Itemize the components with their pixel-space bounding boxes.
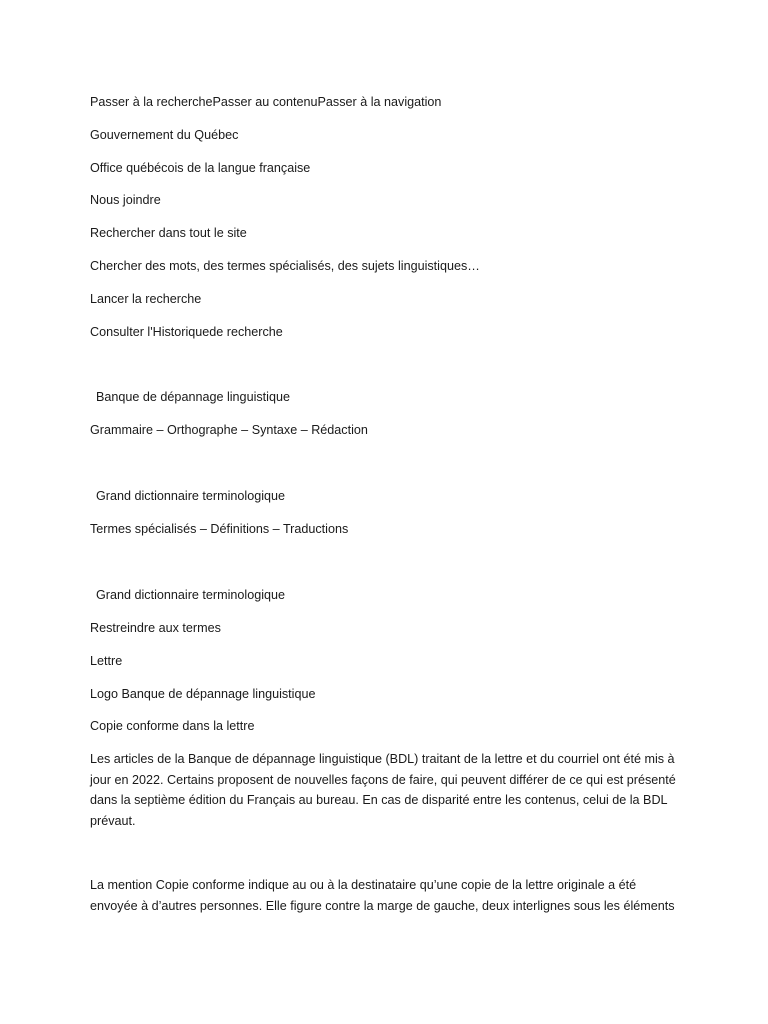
skip-links[interactable]: Passer à la recherchePasser au contenuPasser à la navigation	[90, 95, 442, 109]
update-notice: Les articles de la Banque de dépannage linguistique (BDL) traitant de la lettre et du courriel ont été mis à jour en 2022. Certains proposent de nouvelles façons de faire, qui peuvent différer de ce qui est présenté dans la septième édition du Français au bureau. En cas de disparité entre les contenus, celui de la BDL prévaut.	[90, 752, 676, 828]
gdt-search-title: Grand dictionnaire terminologique	[96, 588, 286, 602]
article-title: Copie conforme dans la lettre	[90, 719, 255, 733]
contact-link[interactable]: Nous joindre	[90, 193, 161, 207]
gdt-subtitle: Termes spécialisés – Définitions – Traductions	[90, 522, 349, 536]
article-body: La mention Copie conforme indique au ou à la destinataire qu’une copie de la lettre originale a été envoyée à d’autres personnes. Elle figure contre la marge de gauche, deux interlignes sous les éléments	[90, 878, 675, 913]
bdl-title[interactable]: Banque de dépannage linguistique	[96, 390, 290, 404]
restrict-terms-option[interactable]: Restreindre aux termes	[90, 621, 221, 635]
category-label: Lettre	[90, 654, 123, 668]
gdt-title[interactable]: Grand dictionnaire terminologique	[96, 489, 286, 503]
office-link[interactable]: Office québécois de la langue française	[90, 161, 311, 175]
gov-link[interactable]: Gouvernement du Québec	[90, 128, 239, 142]
search-placeholder[interactable]: Chercher des mots, des termes spécialisés, des sujets linguistiques…	[90, 259, 480, 273]
bdl-logo: Logo Banque de dépannage linguistique	[90, 687, 316, 701]
search-label: Rechercher dans tout le site	[90, 226, 247, 240]
bdl-subtitle: Grammaire – Orthographe – Syntaxe – Rédaction	[90, 423, 368, 437]
search-history-link[interactable]: Consulter l'Historiquede recherche	[90, 325, 283, 339]
search-submit-button[interactable]: Lancer la recherche	[90, 292, 202, 306]
